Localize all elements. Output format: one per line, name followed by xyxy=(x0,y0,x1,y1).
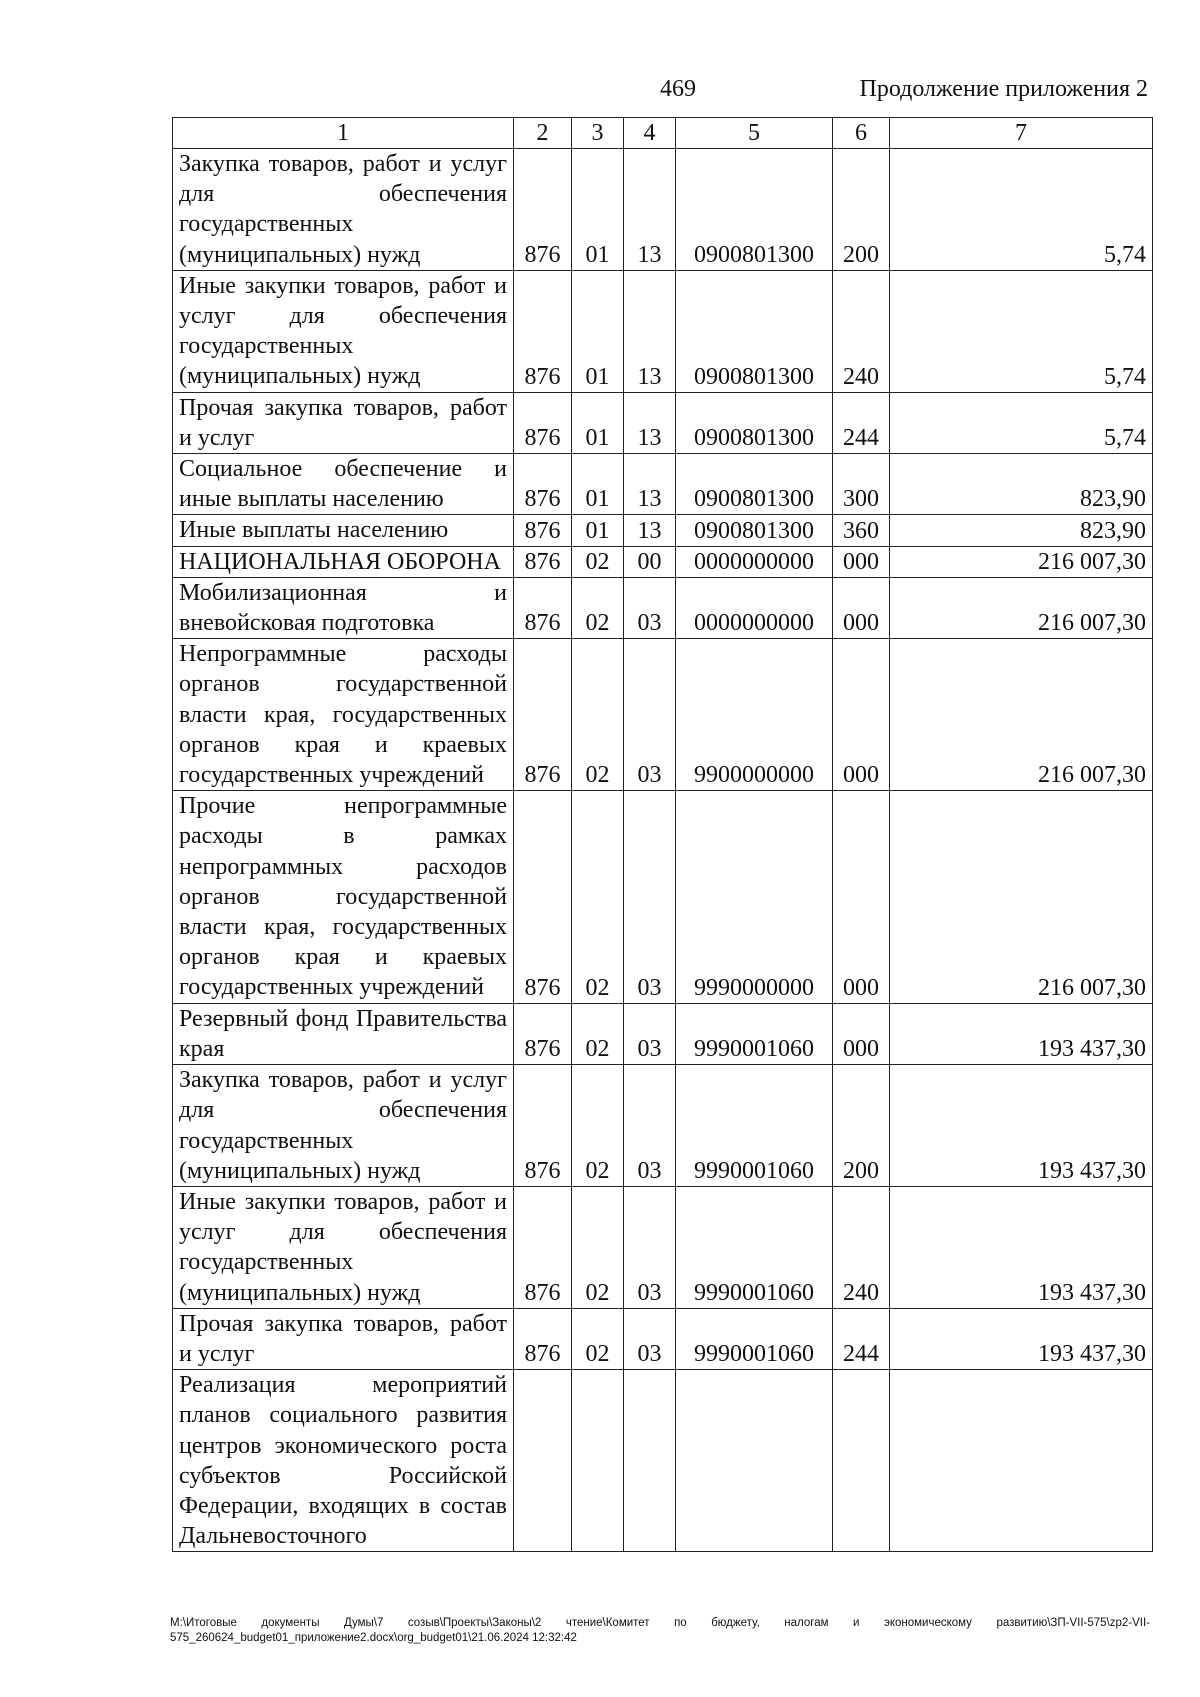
code-cell: 876 xyxy=(514,1186,572,1308)
subsection-cell: 13 xyxy=(624,149,676,271)
amount-cell: 193 437,30 xyxy=(890,1308,1153,1369)
table-row xyxy=(173,149,1153,271)
section-cell: 02 xyxy=(572,546,624,577)
amount-cell xyxy=(890,1370,1153,1552)
table-row xyxy=(173,546,1153,577)
column-header: 4 xyxy=(624,118,676,149)
expense-type-cell: 360 xyxy=(833,515,890,546)
subsection-cell: 03 xyxy=(624,791,676,1003)
row-name-cell: Мобилизационная и вневойсковая подготовка xyxy=(173,577,514,638)
column-header: 1 xyxy=(173,118,514,149)
row-name-cell: Иные выплаты населению xyxy=(173,515,514,546)
code-cell: 876 xyxy=(514,515,572,546)
expense-type-cell: 300 xyxy=(833,454,890,515)
target-article-cell: 9900000000 xyxy=(676,639,833,791)
code-cell: 876 xyxy=(514,392,572,453)
table-row xyxy=(173,1065,1153,1187)
expense-type-cell: 000 xyxy=(833,546,890,577)
section-cell: 01 xyxy=(572,392,624,453)
code-cell xyxy=(514,1370,572,1552)
amount-cell: 216 007,30 xyxy=(890,639,1153,791)
subsection-cell: 03 xyxy=(624,577,676,638)
subsection-cell: 03 xyxy=(624,1003,676,1064)
target-article-cell: 0000000000 xyxy=(676,546,833,577)
column-header: 6 xyxy=(833,118,890,149)
budget-table xyxy=(172,117,1153,1552)
row-name-cell: Закупка товаров, работ и услуг для обеспечения государственных (муниципальных) нужд xyxy=(173,1065,514,1187)
row-name-cell: Резервный фонд Правительства края xyxy=(173,1003,514,1064)
expense-type-cell xyxy=(833,1370,890,1552)
code-cell: 876 xyxy=(514,1308,572,1369)
target-article-cell: 9990001060 xyxy=(676,1186,833,1308)
section-cell: 02 xyxy=(572,639,624,791)
code-cell: 876 xyxy=(514,454,572,515)
target-article-cell: 0900801300 xyxy=(676,149,833,271)
section-cell: 02 xyxy=(572,1065,624,1187)
section-cell xyxy=(572,1370,624,1552)
continuation-label: Продолжение приложения 2 xyxy=(859,76,1148,102)
expense-type-cell: 240 xyxy=(833,270,890,392)
table-row xyxy=(173,270,1153,392)
target-article-cell xyxy=(676,1370,833,1552)
table-row xyxy=(173,639,1153,791)
table-row xyxy=(173,515,1153,546)
subsection-cell: 03 xyxy=(624,639,676,791)
amount-cell: 193 437,30 xyxy=(890,1065,1153,1187)
page-number: 469 xyxy=(660,76,696,102)
target-article-cell: 0000000000 xyxy=(676,577,833,638)
amount-cell: 823,90 xyxy=(890,454,1153,515)
section-cell: 01 xyxy=(572,515,624,546)
subsection-cell: 13 xyxy=(624,392,676,453)
section-cell: 01 xyxy=(572,454,624,515)
expense-type-cell: 244 xyxy=(833,392,890,453)
section-cell: 02 xyxy=(572,1308,624,1369)
table-row xyxy=(173,1003,1153,1064)
target-article-cell: 0900801300 xyxy=(676,392,833,453)
subsection-cell: 13 xyxy=(624,515,676,546)
section-cell: 01 xyxy=(572,149,624,271)
expense-type-cell: 244 xyxy=(833,1308,890,1369)
subsection-cell: 13 xyxy=(624,270,676,392)
table-row xyxy=(173,1370,1153,1552)
amount-cell: 5,74 xyxy=(890,270,1153,392)
expense-type-cell: 200 xyxy=(833,1065,890,1187)
table-row xyxy=(173,1186,1153,1308)
code-cell: 876 xyxy=(514,639,572,791)
target-article-cell: 9990001060 xyxy=(676,1065,833,1187)
column-header: 3 xyxy=(572,118,624,149)
amount-cell: 216 007,30 xyxy=(890,577,1153,638)
code-cell: 876 xyxy=(514,577,572,638)
row-name-cell: Закупка товаров, работ и услуг для обеспечения государственных (муниципальных) нужд xyxy=(173,149,514,271)
expense-type-cell: 000 xyxy=(833,1003,890,1064)
code-cell: 876 xyxy=(514,546,572,577)
target-article-cell: 9990001060 xyxy=(676,1003,833,1064)
section-cell: 02 xyxy=(572,791,624,1003)
row-name-cell: Непрограммные расходы органов государственной власти края, государственных органов края и краевых государственных учреждений xyxy=(173,639,514,791)
column-header: 5 xyxy=(676,118,833,149)
target-article-cell: 9990000000 xyxy=(676,791,833,1003)
amount-cell: 193 437,30 xyxy=(890,1003,1153,1064)
code-cell: 876 xyxy=(514,270,572,392)
subsection-cell: 03 xyxy=(624,1186,676,1308)
expense-type-cell: 000 xyxy=(833,639,890,791)
table-row xyxy=(173,454,1153,515)
table-row xyxy=(173,577,1153,638)
expense-type-cell: 200 xyxy=(833,149,890,271)
subsection-cell: 00 xyxy=(624,546,676,577)
section-cell: 01 xyxy=(572,270,624,392)
target-article-cell: 0900801300 xyxy=(676,454,833,515)
table-row xyxy=(173,791,1153,1003)
subsection-cell: 03 xyxy=(624,1065,676,1187)
row-name-cell: НАЦИОНАЛЬНАЯ ОБОРОНА xyxy=(173,546,514,577)
expense-type-cell: 000 xyxy=(833,791,890,1003)
subsection-cell: 13 xyxy=(624,454,676,515)
code-cell: 876 xyxy=(514,1003,572,1064)
row-name-cell: Прочая закупка товаров, работ и услуг xyxy=(173,1308,514,1369)
table-row xyxy=(173,1308,1153,1369)
row-name-cell: Социальное обеспечение и иные выплаты населению xyxy=(173,454,514,515)
file-path-footer: M:\Итоговые документы Думы\7 созыв\Проекты\Законы\2 чтение\Комитет по бюджету, налогам и экономическому развитию\ЗП-VII-575\zp2-VII-575_260624_budget01_приложение2.docx\org_budget01\21.06.2024 12:32:42 xyxy=(170,1617,1150,1644)
amount-cell: 823,90 xyxy=(890,515,1153,546)
amount-cell: 5,74 xyxy=(890,392,1153,453)
row-name-cell: Иные закупки товаров, работ и услуг для обеспечения государственных (муниципальных) нужд xyxy=(173,1186,514,1308)
column-header-row xyxy=(173,118,1153,149)
target-article-cell: 0900801300 xyxy=(676,270,833,392)
amount-cell: 193 437,30 xyxy=(890,1186,1153,1308)
row-name-cell: Прочая закупка товаров, работ и услуг xyxy=(173,392,514,453)
subsection-cell: 03 xyxy=(624,1308,676,1369)
amount-cell: 216 007,30 xyxy=(890,791,1153,1003)
code-cell: 876 xyxy=(514,149,572,271)
target-article-cell: 9990001060 xyxy=(676,1308,833,1369)
amount-cell: 216 007,30 xyxy=(890,546,1153,577)
column-header: 2 xyxy=(514,118,572,149)
subsection-cell xyxy=(624,1370,676,1552)
amount-cell: 5,74 xyxy=(890,149,1153,271)
code-cell: 876 xyxy=(514,791,572,1003)
row-name-cell: Иные закупки товаров, работ и услуг для обеспечения государственных (муниципальных) нужд xyxy=(173,270,514,392)
section-cell: 02 xyxy=(572,577,624,638)
table-body xyxy=(173,149,1153,1552)
section-cell: 02 xyxy=(572,1186,624,1308)
expense-type-cell: 240 xyxy=(833,1186,890,1308)
expense-type-cell: 000 xyxy=(833,577,890,638)
column-header: 7 xyxy=(890,118,1153,149)
code-cell: 876 xyxy=(514,1065,572,1187)
table-row xyxy=(173,392,1153,453)
row-name-cell: Реализация мероприятий планов социального развития центров экономического роста субъектов Российской Федерации, входящих в состав Дальневосточного xyxy=(173,1370,514,1552)
section-cell: 02 xyxy=(572,1003,624,1064)
row-name-cell: Прочие непрограммные расходы в рамках непрограммных расходов органов государственной власти края, государственных органов края и краевых государственных учреждений xyxy=(173,791,514,1003)
target-article-cell: 0900801300 xyxy=(676,515,833,546)
